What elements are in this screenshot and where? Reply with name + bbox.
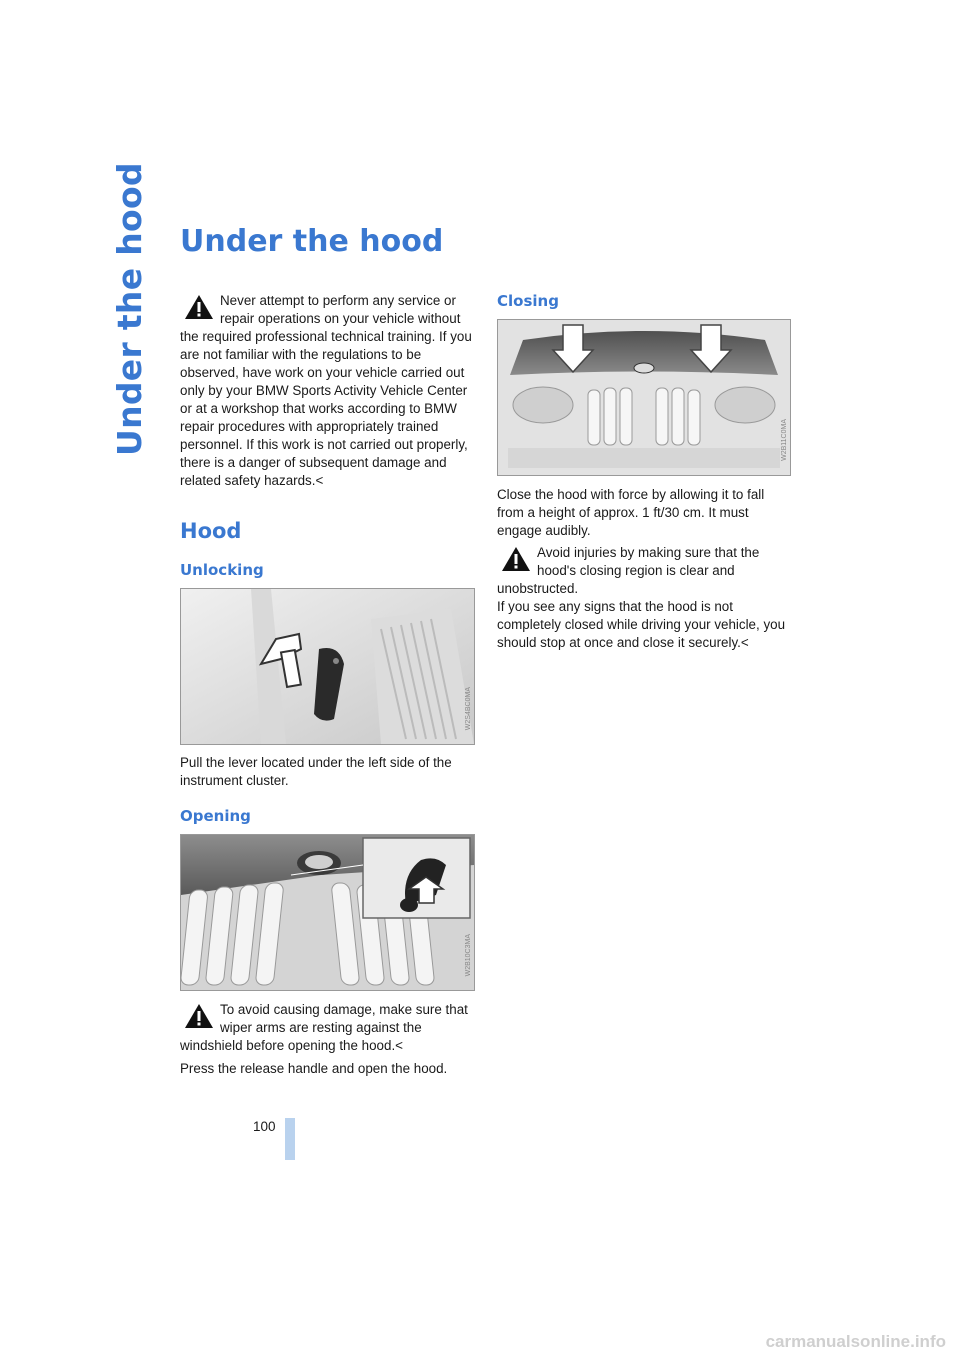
- warning-icon: [184, 1003, 214, 1029]
- warning-icon: [184, 294, 214, 320]
- opening-text: Press the release handle and open the hood.: [180, 1061, 448, 1076]
- opening-text-block: [180, 1060, 475, 1078]
- opening-figure: [180, 834, 475, 991]
- warning-icon: [501, 546, 531, 572]
- unlocking-heading: Unlocking: [180, 561, 264, 579]
- hood-heading: Hood: [180, 519, 242, 543]
- opening-heading: Opening: [180, 807, 251, 825]
- side-tab-label: Under the hood: [110, 162, 149, 456]
- closing-text: Close the hood with force by allowing it to fall from a height of approx. 1 ft/30 cm. It must engage audibly.: [497, 487, 765, 538]
- grille-illustration: [181, 835, 474, 990]
- intro-warning-text: Never attempt to perform any service or repair operations on your vehicle without the required professional technical training. If you are not familiar with the regulations to be observed, have work on your vehicle carried out only by your BMW Sports Activity Vehicle Center or at a workshop that works according to BMW repair procedures with appropriately trained personnel. If this work is not carried out properly, there is a danger of subsequent damage and related safety hazards.<: [180, 293, 472, 488]
- page-marker-bar: [285, 1118, 295, 1160]
- closing-text-block: [497, 486, 792, 540]
- unlocking-figure: [180, 588, 475, 745]
- closing-warning-text: Avoid injuries by making sure that the hood's closing region is clear and unobstructed.: [497, 545, 760, 596]
- closing-hood-illustration: [498, 320, 790, 475]
- figure-code: W2S4BC0MA: [465, 686, 472, 730]
- closing-warning-continued: If you see any signs that the hood is not completely closed while driving your vehicle, you should stop at once and close it securely.<: [497, 599, 786, 650]
- page-number: 100: [253, 1119, 276, 1134]
- closing-heading: Closing: [497, 292, 559, 310]
- closing-figure: [497, 319, 791, 476]
- figure-code: W2B11C0MA: [781, 419, 788, 461]
- opening-warning-text: To avoid causing damage, make sure that wiper arms are resting against the windshield before opening the hood.<: [180, 1002, 468, 1053]
- side-tab: [100, 162, 156, 460]
- page-title: Under the hood: [180, 224, 444, 259]
- intro-warning: [180, 292, 475, 490]
- closing-warning: [497, 544, 792, 652]
- unlocking-text: Pull the lever located under the left side of the instrument cluster.: [180, 755, 452, 788]
- figure-code: W2B10C3MA: [465, 933, 472, 976]
- opening-warning: [180, 1001, 475, 1055]
- watermark: carmanualsonline.info: [765, 1332, 946, 1351]
- lever-illustration: [181, 589, 474, 744]
- unlocking-text-block: [180, 754, 475, 790]
